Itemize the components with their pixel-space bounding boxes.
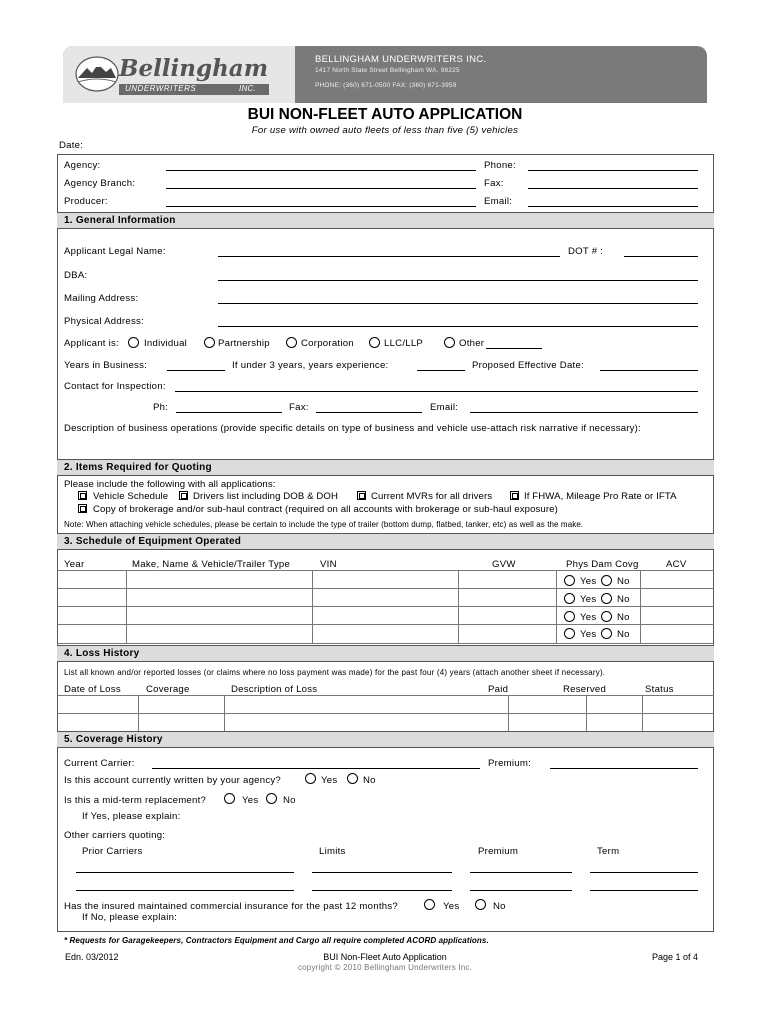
contact-fax-label: Fax: xyxy=(289,402,309,413)
mailing-field[interactable] xyxy=(218,303,698,304)
loss-col-status: Status xyxy=(645,684,674,695)
midterm-yes-label: Yes xyxy=(242,795,259,806)
items-intro: Please include the following with all applications: xyxy=(64,479,276,490)
equip-row2-yes-radio[interactable] xyxy=(564,593,575,604)
loss-grid-line xyxy=(57,695,714,696)
section-1-header xyxy=(57,212,714,229)
radio-llc[interactable] xyxy=(369,337,380,348)
equip-row1-no-radio[interactable] xyxy=(601,575,612,586)
col-term: Term xyxy=(597,846,620,857)
equip-grid-line xyxy=(57,606,714,607)
page-subtitle: For use with owned auto fleets of less than five (5) vehicles xyxy=(251,125,519,136)
other-label: Other xyxy=(459,338,485,349)
equip-row4-yes-radio[interactable] xyxy=(564,628,575,639)
equip-col-make: Make, Name & Vehicle/Trailer Type xyxy=(132,559,291,570)
equip-row3-yes-radio[interactable] xyxy=(564,611,575,622)
page-number: Page 1 of 4 xyxy=(652,952,699,962)
header-address: 1417 North State Street Bellingham WA, 98225 xyxy=(315,67,460,74)
email-field[interactable] xyxy=(528,206,698,207)
llc-label: LLC/LLP xyxy=(384,338,424,349)
premium-field-1[interactable] xyxy=(470,872,572,873)
term-field-2[interactable] xyxy=(590,890,698,891)
written-yes-radio[interactable] xyxy=(305,773,316,784)
loss-grid-line xyxy=(57,713,714,714)
section-3-header xyxy=(57,533,714,550)
equip-row3-no-label: No xyxy=(617,612,630,623)
header-banner xyxy=(63,46,707,103)
mvrs-label: Current MVRs for all drivers xyxy=(371,491,493,502)
dba-field[interactable] xyxy=(218,280,698,281)
loss-col-date: Date of Loss xyxy=(64,684,121,695)
equip-row2-no-radio[interactable] xyxy=(601,593,612,604)
limits-field-1[interactable] xyxy=(312,872,452,873)
fhwa-label: If FHWA, Mileage Pro Rate or IFTA xyxy=(524,491,677,502)
section-1-title: 1. General Information xyxy=(64,215,176,226)
equip-row3-yes-label: Yes xyxy=(580,612,597,623)
current-carrier-label: Current Carrier: xyxy=(64,758,135,769)
agency-label: Agency: xyxy=(64,160,101,171)
radio-partnership[interactable] xyxy=(204,337,215,348)
loss-col-reserved: Reserved xyxy=(563,684,607,695)
phone-label: Phone: xyxy=(484,160,516,171)
midterm-no-label: No xyxy=(283,795,296,806)
written-question: Is this account currently written by your agency? xyxy=(64,775,282,786)
current-carrier-field[interactable] xyxy=(152,768,480,769)
checkbox-mvrs[interactable] xyxy=(357,491,366,500)
equip-row2-yes-label: Yes xyxy=(580,594,597,605)
midterm-question: Is this a mid-term replacement? xyxy=(64,795,207,806)
brokerage-label: Copy of brokerage and/or sub-haul contract (required on all accounts with brokerage or sub-haul exposure) xyxy=(93,504,558,515)
contact-ph-field[interactable] xyxy=(176,412,282,413)
midterm-yes-radio[interactable] xyxy=(224,793,235,804)
term-field-1[interactable] xyxy=(590,872,698,873)
loss-grid-line xyxy=(508,695,509,731)
written-yes-label: Yes xyxy=(321,775,338,786)
logo-mountain-icon xyxy=(75,56,119,92)
limits-field-2[interactable] xyxy=(312,890,452,891)
loss-col-paid: Paid xyxy=(488,684,509,695)
contact-field[interactable] xyxy=(175,391,698,392)
logo-text: Bellingham xyxy=(119,55,269,82)
phone-field[interactable] xyxy=(528,170,698,171)
section-3-title: 3. Schedule of Equipment Operated xyxy=(64,536,242,547)
equip-row1-yes-label: Yes xyxy=(580,576,597,587)
section-4-header xyxy=(57,645,714,662)
effective-date-field[interactable] xyxy=(600,370,698,371)
email-label: Email: xyxy=(484,196,513,207)
equip-col-acv: ACV xyxy=(666,559,687,570)
equip-grid-line xyxy=(57,570,714,571)
description-label: Description of business operations (provide specific details on type of business and vehicle use-attach risk narrative if necessary): xyxy=(64,423,641,434)
maintained-question: Has the insured maintained commercial insurance for the past 12 months? xyxy=(64,901,398,912)
equip-row1-yes-radio[interactable] xyxy=(564,575,575,586)
section-2-title: 2. Items Required for Quoting xyxy=(64,462,212,473)
corporation-label: Corporation xyxy=(301,338,354,349)
equip-row4-no-radio[interactable] xyxy=(601,628,612,639)
maintained-no-radio[interactable] xyxy=(475,899,486,910)
col-premium: Premium xyxy=(478,846,519,857)
loss-grid-line xyxy=(586,695,587,731)
radio-individual[interactable] xyxy=(128,337,139,348)
proposed-label: Proposed Effective Date: xyxy=(472,360,584,371)
producer-label: Producer: xyxy=(64,196,108,207)
equip-row2-no-label: No xyxy=(617,594,630,605)
date-label: Date: xyxy=(59,140,84,151)
mailing-label: Mailing Address: xyxy=(64,293,139,304)
equip-grid-line xyxy=(640,570,641,643)
checkbox-vehicle-schedule[interactable] xyxy=(78,491,87,500)
if-yes-explain: If Yes, please explain: xyxy=(82,811,181,822)
partnership-label: Partnership xyxy=(218,338,270,349)
agency-branch-label: Agency Branch: xyxy=(64,178,136,189)
col-prior-carriers: Prior Carriers xyxy=(82,846,143,857)
checkbox-fhwa[interactable] xyxy=(510,491,519,500)
if-no-explain: If No, please explain: xyxy=(82,912,178,923)
applicant-is-label: Applicant is: xyxy=(64,338,119,349)
equip-col-physdam: Phys Dam Covg xyxy=(566,559,639,570)
legal-name-field[interactable] xyxy=(218,256,560,257)
section-5-header xyxy=(57,731,714,748)
radio-corporation[interactable] xyxy=(286,337,297,348)
equip-grid-line xyxy=(312,570,313,643)
dot-label: DOT # : xyxy=(568,246,604,257)
loss-col-coverage: Coverage xyxy=(146,684,190,695)
equip-grid-line xyxy=(458,570,459,643)
premium-field-2[interactable] xyxy=(470,890,572,891)
maintained-yes-radio[interactable] xyxy=(424,899,435,910)
equip-row3-no-radio[interactable] xyxy=(601,611,612,622)
other-carriers-label: Other carriers quoting: xyxy=(64,830,166,841)
midterm-no-radio[interactable] xyxy=(266,793,277,804)
equip-col-gvw: GVW xyxy=(492,559,516,570)
years-field[interactable] xyxy=(167,370,225,371)
other-field[interactable] xyxy=(486,348,542,349)
premium-field[interactable] xyxy=(550,768,698,769)
equip-row4-yes-label: Yes xyxy=(580,629,597,640)
maintained-yes-label: Yes xyxy=(443,901,460,912)
header-company: BELLINGHAM UNDERWRITERS INC. xyxy=(315,54,487,65)
written-no-label: No xyxy=(363,775,376,786)
prior-carrier-field-1[interactable] xyxy=(76,872,294,873)
written-no-radio[interactable] xyxy=(347,773,358,784)
contact-email-label: Email: xyxy=(430,402,459,413)
drivers-list-label: Drivers list including DOB & DOH xyxy=(193,491,339,502)
section-2-header xyxy=(57,459,714,476)
vehicle-schedule-label: Vehicle Schedule xyxy=(93,491,169,502)
equip-grid-line xyxy=(57,624,714,625)
acord-requests-note: * Requests for Garagekeepers, Contractors Equipment and Cargo all require completed ACORD applications. xyxy=(64,936,489,945)
section-5-title: 5. Coverage History xyxy=(64,734,163,745)
years-label: Years in Business: xyxy=(64,360,148,371)
radio-other[interactable] xyxy=(444,337,455,348)
physical-field[interactable] xyxy=(218,326,698,327)
fax-label: Fax: xyxy=(484,178,504,189)
prior-carrier-field-2[interactable] xyxy=(76,890,294,891)
logo-sub-inc: INC. xyxy=(239,84,256,93)
equip-grid-line xyxy=(57,643,714,644)
equip-row4-no-label: No xyxy=(617,629,630,640)
dot-field[interactable] xyxy=(624,256,698,257)
dba-label: DBA: xyxy=(64,270,88,281)
equip-grid-line xyxy=(556,570,557,643)
contact-ph-label: Ph: xyxy=(153,402,169,413)
physical-label: Physical Address: xyxy=(64,316,144,327)
maintained-no-label: No xyxy=(493,901,506,912)
equip-grid-line xyxy=(57,588,714,589)
agency-branch-field[interactable] xyxy=(166,188,476,189)
checkbox-drivers-list[interactable] xyxy=(179,491,188,500)
loss-col-description: Description of Loss xyxy=(231,684,318,695)
equip-row1-no-label: No xyxy=(617,576,630,587)
premium-label: Premium: xyxy=(488,758,532,769)
experience-field[interactable] xyxy=(417,370,465,371)
header-phone: PHONE: (360) 671-0500 FAX: (360) 671-3959 xyxy=(315,82,457,89)
col-limits: Limits xyxy=(319,846,346,857)
loss-grid-line xyxy=(224,695,225,731)
loss-grid-line xyxy=(642,695,643,731)
legal-name-label: Applicant Legal Name: xyxy=(64,246,166,257)
equip-col-vin: VIN xyxy=(320,559,337,570)
equip-grid-line xyxy=(126,570,127,643)
contact-email-field[interactable] xyxy=(470,412,698,413)
edition-label: Edn. 03/2012 xyxy=(65,952,119,962)
logo-sub-underwriters: UNDERWRITERS xyxy=(125,84,197,93)
section-4-title: 4. Loss History xyxy=(64,648,140,659)
copyright: copyright © 2010 Bellingham Underwriters Inc. xyxy=(297,963,473,972)
producer-field[interactable] xyxy=(166,206,476,207)
page-title: BUI NON-FLEET AUTO APPLICATION xyxy=(247,106,523,123)
loss-history-intro: List all known and/or reported losses (or claims where no loss payment was made) for the past four (4) years (attach another sheet if necessary). xyxy=(64,668,606,677)
contact-label: Contact for Inspection: xyxy=(64,381,166,392)
loss-grid-line xyxy=(138,695,139,731)
equip-col-year: Year xyxy=(64,559,85,570)
contact-fax-field[interactable] xyxy=(316,412,422,413)
under3-label: If under 3 years, years experience: xyxy=(232,360,389,371)
agency-field[interactable] xyxy=(166,170,476,171)
fax-field[interactable] xyxy=(528,188,698,189)
footer-title: BUI Non-Fleet Auto Application xyxy=(323,952,447,962)
vehicle-schedule-note: Note: When attaching vehicle schedules, please be certain to include the type of trailer (bottom dump, flatbed, tanker, etc) as well as the make. xyxy=(64,520,584,529)
individual-label: Individual xyxy=(144,338,188,349)
checkbox-brokerage[interactable] xyxy=(78,504,87,513)
